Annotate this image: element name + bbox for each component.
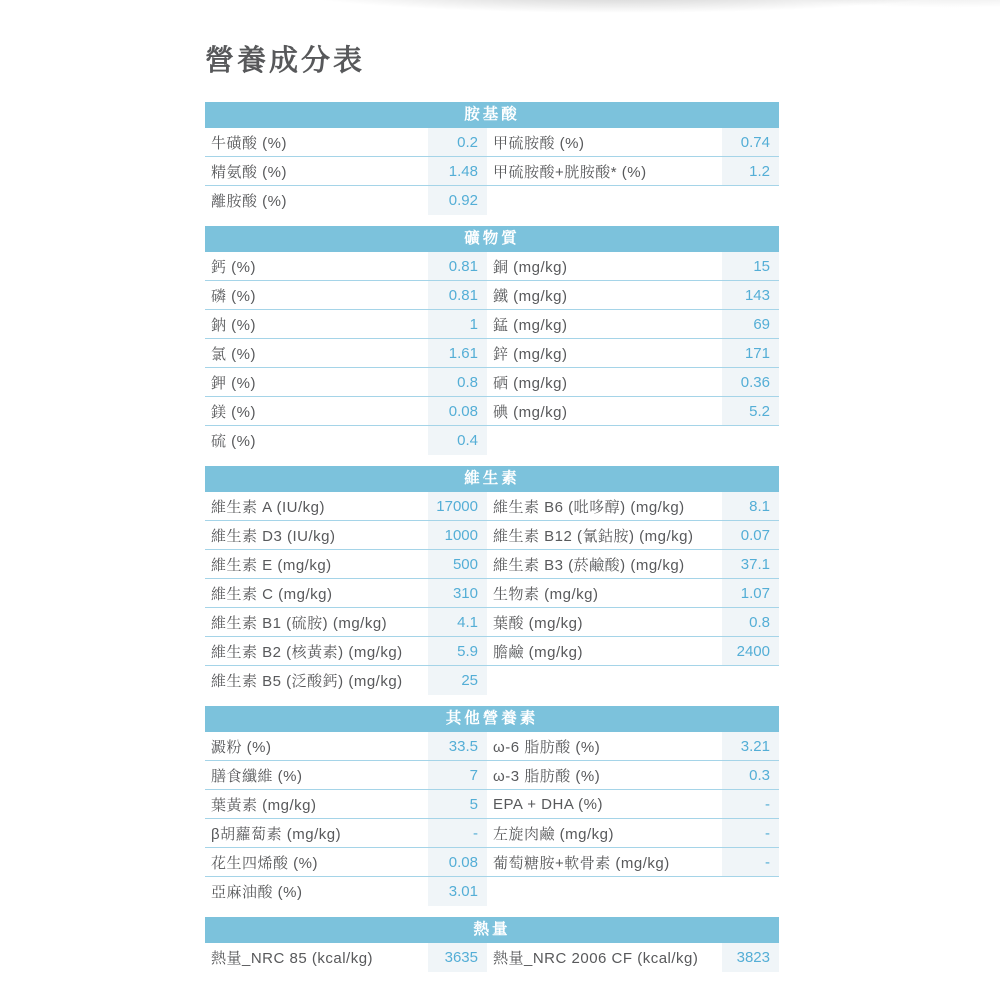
nutrient-label: 膽鹼 (mg/kg): [493, 643, 584, 661]
nutrient-value: 8.1: [722, 492, 779, 520]
page-title: 營養成分表: [205, 45, 366, 77]
nutrient-value: 5: [428, 790, 487, 818]
nutrient-value: 0.07: [722, 521, 779, 549]
nutrient-label: 離胺酸 (%): [211, 193, 287, 210]
table-row: [205, 186, 779, 215]
table-row: [205, 128, 779, 157]
nutrient-label: 精氨酸 (%): [211, 163, 287, 181]
nutrient-label: 硫 (%): [211, 433, 256, 450]
nutrient-label: 花生四烯酸 (%): [211, 854, 318, 872]
table-row: [205, 943, 779, 972]
table-row: [205, 637, 779, 666]
nutrient-label: 維生素 B5 (泛酸鈣) (mg/kg): [211, 673, 403, 690]
nutrient-label: 鈣 (%): [211, 258, 256, 276]
nutrient-value: 0.36: [722, 368, 779, 396]
nutrient-value: 0.74: [722, 128, 779, 156]
nutrient-label: 鉀 (%): [211, 374, 256, 392]
table-row: [205, 157, 779, 186]
nutrient-label: 硒 (mg/kg): [493, 374, 568, 392]
nutrient-label: 葡萄糖胺+軟骨素 (mg/kg): [493, 854, 670, 872]
nutrient-label: [487, 666, 722, 695]
nutrient-label: EPA + DHA (%): [493, 795, 604, 813]
nutrient-value: 7: [428, 761, 487, 789]
nutrition-table: [205, 102, 779, 972]
nutrient-value: 3.01: [428, 877, 487, 906]
nutrient-value: 3.21: [722, 732, 779, 760]
nutrient-label: 膳食纖維 (%): [211, 767, 303, 785]
nutrient-label: 左旋肉鹼 (mg/kg): [493, 825, 615, 843]
nutrient-label: 牛磺酸 (%): [211, 134, 287, 152]
nutrient-value: 0.2: [428, 128, 487, 156]
table-section: [205, 706, 779, 906]
nutrient-value: 4.1: [428, 608, 487, 636]
nutrient-value: -: [428, 819, 487, 847]
nutrient-label: 熱量_NRC 2006 CF (kcal/kg): [493, 950, 699, 967]
nutrient-value: 1.07: [722, 579, 779, 607]
nutrient-label: 銅 (mg/kg): [493, 258, 568, 276]
table-row: [205, 761, 779, 790]
nutrient-label: 葉黃素 (mg/kg): [211, 796, 317, 814]
table-row: [205, 397, 779, 426]
table-row: [205, 492, 779, 521]
nutrient-value: -: [722, 848, 779, 876]
nutrient-value: 17000: [428, 492, 487, 520]
nutrient-label: 磷 (%): [211, 287, 256, 305]
nutrient-label: 維生素 B12 (氰鈷胺) (mg/kg): [493, 527, 694, 545]
nutrient-label: 氯 (%): [211, 345, 256, 363]
nutrient-value: 3823: [722, 943, 779, 972]
nutrient-value: [722, 666, 779, 695]
nutrition-panel: [205, 38, 779, 972]
nutrient-label: 亞麻油酸 (%): [211, 884, 303, 901]
table-row: [205, 732, 779, 761]
table-section: [205, 466, 779, 695]
nutrient-value: 3635: [428, 943, 487, 972]
nutrient-label: 鎂 (%): [211, 403, 256, 421]
nutrient-value: 0.8: [722, 608, 779, 636]
nutrient-value: 0.81: [428, 281, 487, 309]
table-row: [205, 608, 779, 637]
nutrient-value: 0.81: [428, 252, 487, 280]
table-row: [205, 339, 779, 368]
table-row: [205, 579, 779, 608]
nutrient-label: 鋅 (mg/kg): [493, 345, 568, 363]
nutrient-value: -: [722, 790, 779, 818]
section-header: 礦物質: [205, 226, 779, 252]
nutrient-label: 維生素 C (mg/kg): [211, 585, 333, 603]
table-row: [205, 521, 779, 550]
table-row: [205, 550, 779, 579]
section-header: 維生素: [205, 466, 779, 492]
nutrient-value: 0.4: [428, 426, 487, 455]
nutrient-value: -: [722, 819, 779, 847]
nutrient-value: 310: [428, 579, 487, 607]
nutrient-value: [722, 186, 779, 215]
nutrient-label: 錳 (mg/kg): [493, 316, 568, 334]
nutrient-label: 維生素 B6 (吡哆醇) (mg/kg): [493, 498, 685, 516]
nutrient-value: 143: [722, 281, 779, 309]
table-row: [205, 426, 779, 455]
table-row: [205, 877, 779, 906]
nutrient-value: 1.48: [428, 157, 487, 185]
table-row: [205, 666, 779, 695]
table-row: [205, 310, 779, 339]
nutrient-value: 2400: [722, 637, 779, 665]
table-section: [205, 226, 779, 455]
nutrient-value: 500: [428, 550, 487, 578]
nutrient-value: [722, 877, 779, 906]
table-row: [205, 848, 779, 877]
table-row: [205, 252, 779, 281]
nutrient-label: 維生素 B3 (菸鹼酸) (mg/kg): [493, 556, 685, 574]
section-header: 其他營養素: [205, 706, 779, 732]
table-row: [205, 819, 779, 848]
table-row: [205, 281, 779, 310]
nutrient-label: 葉酸 (mg/kg): [493, 614, 584, 632]
nutrient-label: 鐵 (mg/kg): [493, 287, 568, 305]
nutrient-label: 碘 (mg/kg): [493, 403, 568, 421]
nutrient-label: ω-3 脂肪酸 (%): [493, 767, 601, 785]
nutrient-label: 維生素 D3 (IU/kg): [211, 527, 336, 545]
table-section: [205, 102, 779, 215]
nutrient-value: 69: [722, 310, 779, 338]
nutrient-value: 5.2: [722, 397, 779, 425]
nutrient-label: ω-6 脂肪酸 (%): [493, 738, 601, 756]
nutrient-value: 171: [722, 339, 779, 367]
nutrient-value: 33.5: [428, 732, 487, 760]
table-section: [205, 917, 779, 972]
nutrient-value: 15: [722, 252, 779, 280]
table-row: [205, 790, 779, 819]
page-top-shadow: [0, 0, 1000, 26]
nutrient-value: 0.92: [428, 186, 487, 215]
nutrient-label: 維生素 B2 (核黃素) (mg/kg): [211, 643, 403, 661]
nutrient-value: 0.08: [428, 848, 487, 876]
nutrient-value: 1.61: [428, 339, 487, 367]
nutrient-label: 維生素 B1 (硫胺) (mg/kg): [211, 614, 388, 632]
nutrient-label: [487, 186, 722, 215]
nutrient-label: 生物素 (mg/kg): [493, 585, 599, 603]
section-header: 胺基酸: [205, 102, 779, 128]
nutrient-value: 0.3: [722, 761, 779, 789]
nutrient-value: 1000: [428, 521, 487, 549]
table-row: [205, 368, 779, 397]
nutrient-label: 甲硫胺酸+胱胺酸* (%): [493, 163, 647, 181]
section-header: 熱量: [205, 917, 779, 943]
nutrient-label: β胡蘿蔔素 (mg/kg): [211, 825, 342, 843]
nutrient-label: 澱粉 (%): [211, 738, 272, 756]
nutrient-label: 熱量_NRC 85 (kcal/kg): [211, 950, 374, 967]
nutrient-label: 維生素 A (IU/kg): [211, 498, 326, 516]
nutrient-label: [487, 426, 722, 455]
nutrient-value: [722, 426, 779, 455]
nutrient-label: 維生素 E (mg/kg): [211, 556, 332, 574]
nutrient-value: 1.2: [722, 157, 779, 185]
nutrient-value: 37.1: [722, 550, 779, 578]
nutrient-label: [487, 877, 722, 906]
nutrient-value: 0.08: [428, 397, 487, 425]
nutrient-value: 5.9: [428, 637, 487, 665]
nutrient-label: 甲硫胺酸 (%): [493, 134, 585, 152]
nutrient-value: 0.8: [428, 368, 487, 396]
nutrient-value: 1: [428, 310, 487, 338]
nutrient-value: 25: [428, 666, 487, 695]
nutrient-label: 鈉 (%): [211, 316, 256, 334]
